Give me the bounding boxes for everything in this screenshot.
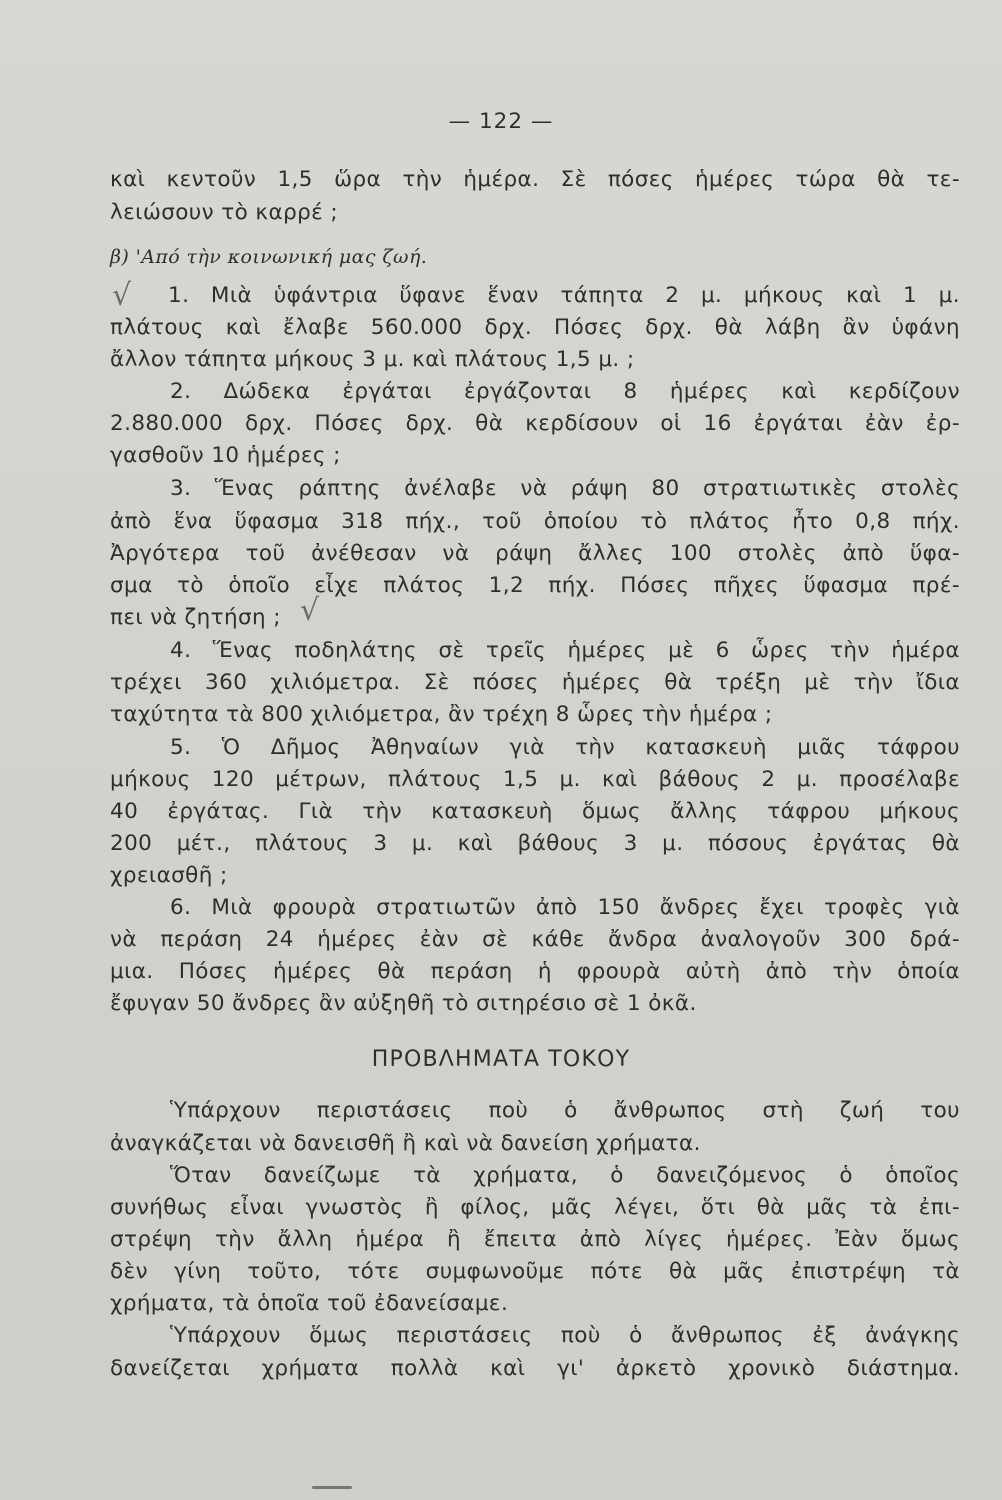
text-line: ἀπὸ ἕνα ὕφασμα 318 πήχ., τοῦ ὁποίου τὸ πλάτος ἦτο 0,8 πήχ.	[110, 509, 960, 534]
text-line: μια. Πόσες ἡμέρες θὰ περάση ἡ φρουρὰ αὐτὴ ἀπὸ τὴν ὁποία	[110, 959, 960, 984]
text-line: 40 ἐργάτας. Γιὰ τὴν κατασκευὴ ὅμως ἄλλης τάφρου μήκους	[110, 799, 960, 824]
paragraph-line: Ὑπάρχουν ὅμως περιστάσεις ποὺ ὁ ἄνθρωπος ἐξ ἀνάγκης	[170, 1323, 960, 1348]
problem-6-line: 6. Μιὰ φρουρὰ στρατιωτῶν ἀπὸ 150 ἄνδρες ἔχει τροφὲς γιὰ	[170, 895, 960, 920]
problem-2-line: 2. Δώδεκα ἐργάται ἐργάζονται 8 ἡμέρες καὶ κερδίζουν	[170, 379, 960, 404]
text-line: καὶ κεντοῦν 1,5 ὥρα τὴν ἡμέρα. Σὲ πόσες ἡμέρες τώρα θὰ τε-	[110, 167, 960, 192]
text-line: γασθοῦν 10 ἡμέρες ;	[110, 443, 341, 468]
paragraph-line: Ὑπάρχουν περιστάσεις ποὺ ὁ ἄνθρωπος στὴ ζωή του	[170, 1098, 960, 1123]
text-line: νὰ περάση 24 ἡμέρες ἐὰν σὲ κάθε ἄνδρα ἀναλογοῦν 300 δρά-	[110, 927, 960, 952]
text-line: ἀναγκάζεται νὰ δανεισθῆ ἢ καὶ νὰ δανείση χρήματα.	[110, 1131, 701, 1156]
text-line: χρήματα, τὰ ὁποῖα τοῦ ἐδανείσαμε.	[110, 1291, 509, 1316]
text-line: Ἀργότερα τοῦ ἀνέθεσαν νὰ ράψη ἄλλες 100 στολὲς ἀπὸ ὕφα-	[110, 541, 960, 566]
handwritten-check-mark: √	[112, 278, 132, 313]
text-line: πει νὰ ζητήση ;	[110, 605, 281, 630]
text-line: 200 μέτ., πλάτους 3 μ. καὶ βάθους 3 μ. πόσους ἐργάτας θὰ	[110, 831, 960, 856]
section-subheading: β) 'Από τὴν κοινωνική μας ζωή.	[110, 246, 428, 268]
ink-smudge	[312, 1486, 352, 1489]
page-number: — 122 —	[448, 109, 554, 134]
problem-4-line: 4. Ἕνας ποδηλάτης σὲ τρεῖς ἡμέρες μὲ 6 ὧρες τὴν ἡμέρα	[170, 638, 960, 663]
text-line: πλάτους καὶ ἔλαβε 560.000 δρχ. Πόσες δρχ. θὰ λάβη ἂν ὑφάνη	[110, 315, 960, 340]
text-line: συνήθως εἶναι γνωστὸς ἢ φίλος, μᾶς λέγει, ὅτι θὰ μᾶς τὰ ἐπι-	[110, 1195, 960, 1220]
text-line: ἄλλον τάπητα μήκους 3 μ. καὶ πλάτους 1,5 μ. ;	[110, 347, 635, 372]
text-line: δὲν γίνη τοῦτο, τότε συμφωνοῦμε πότε θὰ μᾶς ἐπιστρέψη τὰ	[110, 1259, 960, 1284]
text-line: 2.880.000 δρχ. Πόσες δρχ. θὰ κερδίσουν οἱ 16 ἐργάται ἐὰν ἐρ-	[110, 411, 960, 436]
problem-1-line: 1. Μιὰ ὑφάντρια ὕφανε ἕναν τάπητα 2 μ. μήκους καὶ 1 μ.	[168, 283, 960, 308]
paragraph-line: Ὅταν δανείζωμε τὰ χρήματα, ὁ δανειζόμενος ὁ ὁποῖος	[170, 1163, 960, 1188]
text-line: μήκους 120 μέτρων, πλάτους 1,5 μ. καὶ βάθους 2 μ. προσέλαβε	[110, 767, 960, 792]
text-line: χρειασθῆ ;	[110, 863, 228, 888]
section-heading: ΠΡΟΒΛΗΜΑΤΑ ΤΟΚΟΥ	[371, 1047, 631, 1072]
text-line: δανείζεται χρήματα πολλὰ καὶ γι' ἀρκετὸ χρονικὸ διάστημα.	[110, 1356, 960, 1381]
text-line: λειώσουν τὸ καρρέ ;	[110, 200, 339, 225]
text-line: ἔφυγαν 50 ἄνδρες ἂν αὐξηθῆ τὸ σιτηρέσιο σὲ 1 ὀκᾶ.	[110, 991, 697, 1016]
text-line: σμα τὸ ὁποῖο εἶχε πλάτος 1,2 πήχ. Πόσες πῆχες ὕφασμα πρέ-	[110, 573, 960, 598]
problem-3-line: 3. Ἕνας ράπτης ἀνέλαβε νὰ ράψη 80 στρατιωτικὲς στολὲς	[170, 476, 960, 501]
text-line: στρέψη τὴν ἄλλη ἡμέρα ἢ ἔπειτα ἀπὸ λίγες ἡμέρες. Ἐὰν ὅμως	[110, 1227, 960, 1252]
problem-5-line: 5. Ὁ Δῆμος Ἀθηναίων γιὰ τὴν κατασκευὴ μιᾶς τάφρου	[170, 735, 960, 760]
text-line: ταχύτητα τὰ 800 χιλιόμετρα, ἂν τρέχη 8 ὧρες τὴν ἡμέρα ;	[110, 702, 773, 727]
handwritten-check-mark: √	[300, 593, 320, 628]
text-line: τρέχει 360 χιλιόμετρα. Σὲ πόσες ἡμέρες θὰ τρέξη μὲ τὴν ἴδια	[110, 670, 960, 695]
